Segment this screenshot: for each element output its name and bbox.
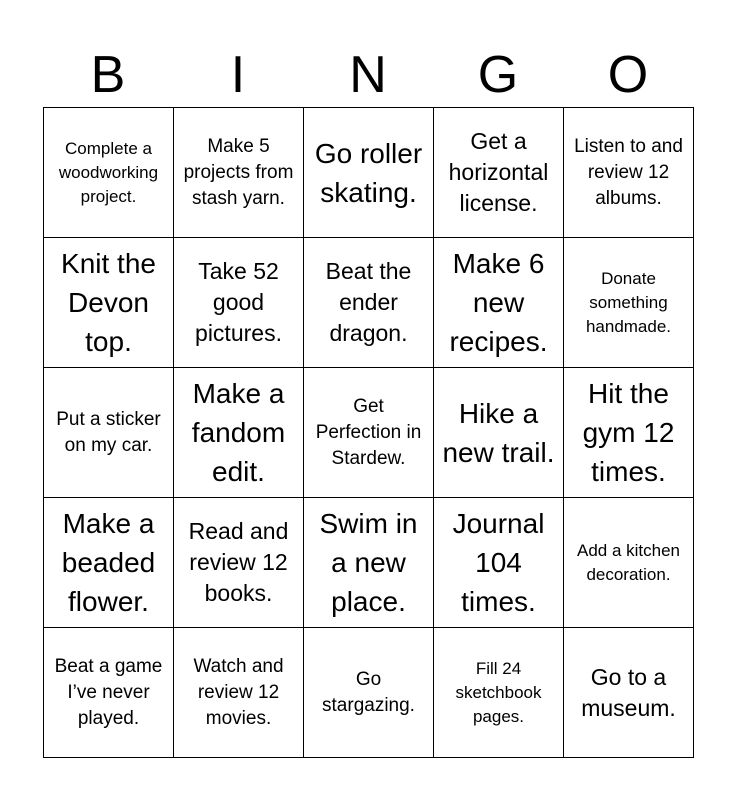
cell-text: Fill 24 sketchbook pages.: [455, 658, 542, 726]
cell-text: Put a sticker on my car.: [56, 408, 161, 456]
header-letter-g: G: [477, 46, 519, 104]
bingo-cell[interactable]: [434, 108, 564, 238]
bingo-cell[interactable]: [564, 108, 694, 238]
bingo-cell[interactable]: [174, 238, 304, 368]
cell-text: Hit the gym 12 times.: [582, 378, 675, 487]
bingo-cell[interactable]: [174, 628, 304, 758]
bingo-cell[interactable]: [44, 368, 174, 498]
board-row: [44, 108, 694, 238]
bingo-cell[interactable]: [564, 628, 694, 758]
cell-text: Get Perfection in Stardew.: [315, 395, 422, 469]
cell-text: Take 52 good pictures.: [195, 258, 282, 346]
cell-text: Add a kitchen decoration.: [576, 540, 680, 584]
bingo-cell[interactable]: [304, 368, 434, 498]
bingo-header: [43, 46, 693, 104]
bingo-cell[interactable]: [44, 628, 174, 758]
cell-text: Hike a new trail.: [442, 397, 555, 468]
board-row: [44, 628, 694, 758]
cell-text: Go stargazing.: [322, 668, 415, 716]
bingo-cell[interactable]: [44, 498, 174, 628]
bingo-cell[interactable]: [564, 498, 694, 628]
cell-text: Make 6 new recipes.: [449, 248, 548, 357]
bingo-cell[interactable]: [304, 108, 434, 238]
header-letter-b: B: [90, 46, 126, 104]
cell-text: Beat the ender dragon.: [325, 258, 412, 346]
bingo-cell[interactable]: [174, 498, 304, 628]
cell-text: Make a beaded flower.: [61, 508, 156, 617]
bingo-cell[interactable]: [174, 368, 304, 498]
cell-text: Beat a game I’ve never played.: [54, 655, 163, 729]
cell-text: Read and review 12 books.: [188, 518, 289, 606]
bingo-cell[interactable]: [564, 238, 694, 368]
board-row: [44, 498, 694, 628]
cell-text: Go to a museum.: [581, 663, 676, 721]
cell-text: Complete a woodworking project.: [58, 138, 159, 206]
bingo-cell[interactable]: [434, 238, 564, 368]
bingo-cell[interactable]: [304, 498, 434, 628]
cell-text: Go roller skating.: [314, 137, 423, 208]
cell-text: Watch and review 12 movies.: [193, 655, 284, 729]
cell-text: Swim in a new place.: [319, 508, 418, 617]
cell-text: Journal 104 times.: [452, 508, 545, 617]
cell-text: Knit the Devon top.: [61, 248, 156, 357]
board-row: [44, 368, 694, 498]
board-row: [44, 238, 694, 368]
cell-text: Make 5 projects from stash yarn.: [183, 135, 294, 209]
header-letter-n: N: [349, 46, 387, 104]
bingo-cell[interactable]: [564, 368, 694, 498]
cell-text: Donate something handmade.: [585, 268, 672, 336]
bingo-cell[interactable]: [44, 108, 174, 238]
bingo-cell[interactable]: [434, 368, 564, 498]
bingo-cell[interactable]: [44, 238, 174, 368]
bingo-cell[interactable]: [434, 498, 564, 628]
cell-text: Get a horizontal license.: [448, 128, 549, 216]
bingo-cell[interactable]: [304, 238, 434, 368]
header-letter-i: I: [230, 46, 246, 104]
cell-text: Listen to and review 12 albums.: [574, 135, 683, 209]
header-letter-o: O: [607, 46, 649, 104]
bingo-cell[interactable]: [434, 628, 564, 758]
cell-text: Make a fandom edit.: [191, 378, 286, 487]
bingo-cell[interactable]: [304, 628, 434, 758]
bingo-cell[interactable]: [174, 108, 304, 238]
bingo-board: [43, 107, 694, 758]
